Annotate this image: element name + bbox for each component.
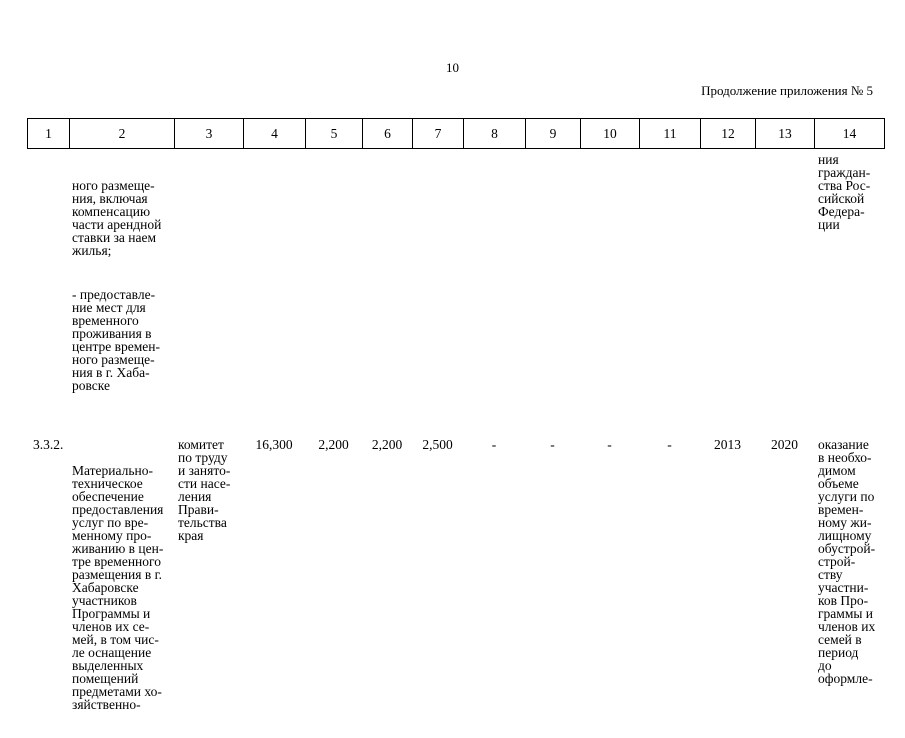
measure-paragraph: - предоставле- ние мест для временного проживания в центре времен- ного размеще- ния в г. Хаба- ровске [72, 287, 160, 393]
column-header-4: 4 [244, 119, 306, 149]
value-cell [463, 148, 525, 438]
measure-paragraph: Материально- техническое обеспечение предоставления услуг по вре- менному про- живанию в цен- тре временного размещения в г. Хабаровске участников Программы и членов их се- мей, в том чис- ле оснащение выделенных помещений предметами хо- зяйственно- [72, 463, 164, 712]
value-cell [305, 148, 362, 438]
column-header-7: 7 [413, 119, 464, 149]
table-header [27, 118, 885, 149]
column-header-10: 10 [581, 119, 640, 149]
column-header-9: 9 [526, 119, 581, 149]
column-header-5: 5 [306, 119, 363, 149]
result-cell: оказание в необхо- димом объеме услуги по времен- ному жи- лищному обустрой- строй- ству участни- ков Про- граммы и членов их семей в период до оформле- [818, 437, 876, 686]
value-cell: - [667, 437, 672, 452]
start-year-cell [700, 148, 755, 438]
value-cell [639, 148, 700, 438]
value-cell: - [491, 437, 497, 452]
executor-cell [174, 148, 243, 438]
continuation-note: Продолжение приложения № 5 [701, 83, 873, 98]
column-header-3: 3 [175, 119, 244, 149]
start-year-cell: 2013 [714, 437, 741, 452]
column-header-13: 13 [756, 119, 815, 149]
value-cell: - [607, 437, 612, 452]
row-number-cell [27, 148, 69, 438]
value-cell [580, 148, 639, 438]
measure-cell [69, 438, 174, 737]
measure-paragraph: ного размеще- ния, включая компенсацию части арендной ставки за наем жилья; [72, 178, 162, 258]
column-header-8: 8 [464, 119, 526, 149]
column-header-2: 2 [70, 119, 175, 149]
value-cell: 16,300 [255, 437, 293, 452]
value-cell [243, 148, 305, 438]
header-row [28, 119, 885, 149]
table-body [27, 148, 884, 737]
value-cell: 2,200 [371, 437, 403, 452]
result-cell: ния граждан- ства Рос- сийской Федера- ции [818, 152, 871, 232]
column-header-14: 14 [815, 119, 885, 149]
measure-cell [69, 148, 174, 438]
end-year-cell: 2020 [771, 437, 798, 452]
page-number: 10 [446, 60, 459, 75]
value-cell: - [550, 437, 555, 452]
value-cell: 2,500 [422, 437, 453, 452]
column-header-12: 12 [701, 119, 756, 149]
column-header-11: 11 [640, 119, 701, 149]
executor-cell: комитет по труду и занято- сти насе- ления Прави- тельства края [178, 437, 231, 543]
row-number-cell: 3.3.2. [33, 437, 64, 452]
column-header-1: 1 [28, 119, 70, 149]
value-cell [525, 148, 580, 438]
value-cell [362, 148, 412, 438]
value-cell: 2,200 [318, 437, 349, 452]
table-row [27, 148, 884, 438]
table-row [27, 438, 884, 737]
column-header-6: 6 [363, 119, 413, 149]
end-year-cell [755, 148, 814, 438]
value-cell [412, 148, 463, 438]
